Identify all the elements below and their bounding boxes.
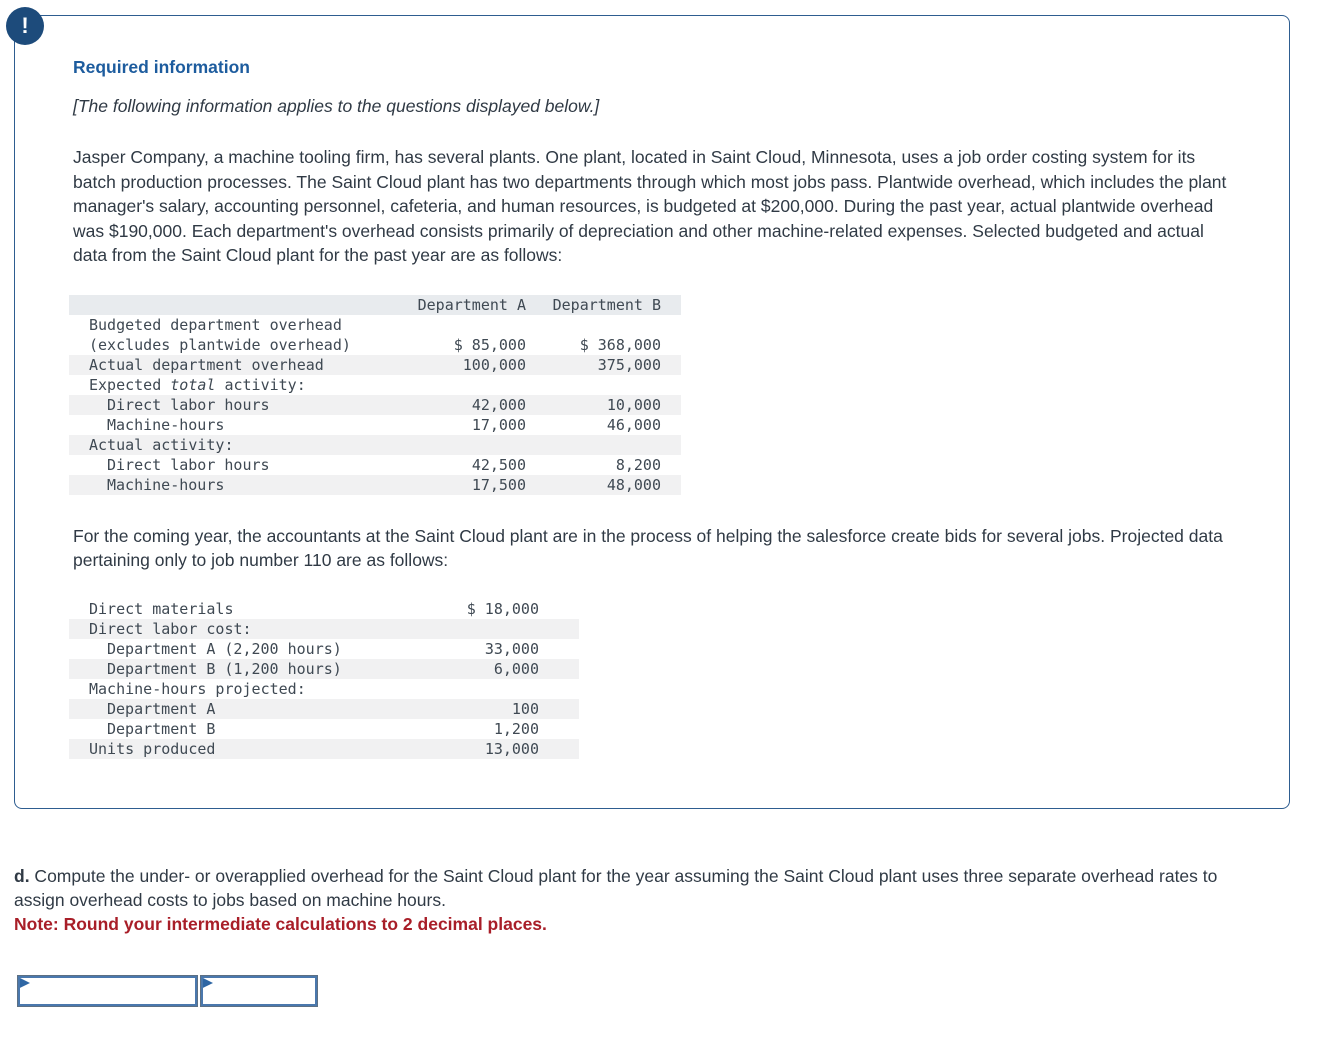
table-row [69, 599, 579, 619]
required-info-heading: Required information [73, 57, 250, 77]
table-row [69, 335, 681, 355]
row-value: 100,000 [462, 355, 526, 374]
row-value: $ 85,000 [453, 335, 526, 354]
row-label: Machine-hours [107, 475, 225, 494]
row-value [429, 679, 579, 699]
answer-cell-amount[interactable] [18, 976, 197, 1006]
row-label: Department B (1,200 hours) [107, 659, 342, 678]
answer-input-direction[interactable] [213, 978, 313, 1004]
row-label: Direct labor hours [107, 395, 270, 414]
row-label: Department A [107, 699, 216, 718]
row-label: Department A (2,200 hours) [107, 639, 342, 658]
row-value [429, 619, 579, 639]
department-b-column-header: Department B [552, 295, 661, 314]
panel-content [15, 16, 1289, 759]
row-value: 100 [511, 699, 539, 718]
row-value: 42,500 [471, 455, 526, 474]
row-value [526, 315, 681, 335]
row-label: Machine-hours [107, 415, 225, 434]
row-value: 17,000 [471, 415, 526, 434]
applies-below-note: [The following information applies to the questions displayed below.] [73, 96, 600, 116]
table-row [69, 639, 579, 659]
table-row [69, 659, 579, 679]
row-value: 1,200 [493, 719, 539, 738]
job-110-data-table [69, 599, 579, 759]
table-row [69, 415, 681, 435]
answer-cell-direction[interactable] [201, 976, 317, 1006]
row-value: $ 368,000 [579, 335, 661, 354]
row-label: Machine-hours projected: [89, 679, 306, 698]
question-d-body: Compute the under- or overapplied overhead for the Saint Cloud plant for the year assuming the Saint Cloud plant uses three separate overhead rates to assign overhead costs to jobs based on machine hours. [14, 866, 1218, 910]
row-value: 10,000 [606, 395, 661, 414]
table-row [69, 679, 579, 699]
row-label: Actual activity: [89, 435, 234, 454]
row-label: (excludes plantwide overhead) [89, 335, 351, 354]
row-value: 33,000 [484, 639, 539, 658]
table-row [69, 739, 579, 759]
alert-exclamation-icon: ! [6, 7, 44, 45]
table-row [69, 375, 681, 395]
empty-header-cell [69, 295, 406, 315]
table-row [69, 619, 579, 639]
table-header-row [69, 295, 681, 315]
row-value [526, 375, 681, 395]
required-info-panel [14, 15, 1290, 809]
row-label: Expected total activity: [89, 375, 306, 394]
row-value: 8,200 [615, 455, 661, 474]
row-value [406, 375, 526, 395]
question-d-label: d. [14, 866, 30, 886]
row-label: Units produced [89, 739, 216, 758]
table-row [69, 315, 681, 335]
row-value: 46,000 [606, 415, 661, 434]
department-a-column-header: Department A [417, 295, 526, 314]
row-label: Actual department overhead [89, 355, 324, 374]
answer-input-amount[interactable] [30, 978, 193, 1004]
row-value [406, 315, 526, 335]
row-label: Direct labor hours [107, 455, 270, 474]
row-label: Department B [107, 719, 216, 738]
rounding-note: Note: Round your intermediate calculations to 2 decimal places. [14, 914, 547, 934]
row-value: 13,000 [484, 739, 539, 758]
row-value [406, 435, 526, 455]
cell-flag-icon [20, 978, 30, 989]
row-value: 42,000 [471, 395, 526, 414]
row-value: 375,000 [597, 355, 661, 374]
row-value: 48,000 [606, 475, 661, 494]
intro-paragraph: Jasper Company, a machine tooling firm, has several plants. One plant, located in Saint Cloud, Minnesota, uses a job order costing system for its batch production processes. The Saint Cloud plant has two departments through which most jobs pass. Plantwide overhead, which includes the plant manager's salary, accounting personnel, cafeteria, and human resources, is budgeted at $200,000. During the past year, actual plantwide overhead was $190,000. Each department's overhead consists primarily of depreciation and other machine-related expenses. Selected budgeted and actual data from the Saint Cloud plant for the past year are as follows: [73, 147, 1227, 265]
row-value: $ 18,000 [466, 599, 539, 618]
table-row [69, 719, 579, 739]
department-data-table [69, 295, 681, 495]
row-label: Budgeted department overhead [89, 315, 342, 334]
question-d-block [14, 864, 1234, 936]
row-value: 17,500 [471, 475, 526, 494]
table-row [69, 699, 579, 719]
answer-row [18, 976, 317, 1006]
row-label: Direct materials [89, 599, 234, 618]
row-value [526, 435, 681, 455]
table-row [69, 395, 681, 415]
job-110-paragraph: For the coming year, the accountants at the Saint Cloud plant are in the process of helping the salesforce create bids for several jobs. Projected data pertaining only to job number 110 are as follows: [73, 525, 1223, 570]
cell-flag-icon [203, 978, 213, 989]
table-row [69, 455, 681, 475]
question-d-text [14, 864, 1234, 912]
row-value: 6,000 [493, 659, 539, 678]
table-row [69, 435, 681, 455]
table-row [69, 355, 681, 375]
row-label: Direct labor cost: [89, 619, 252, 638]
table-row [69, 475, 681, 495]
